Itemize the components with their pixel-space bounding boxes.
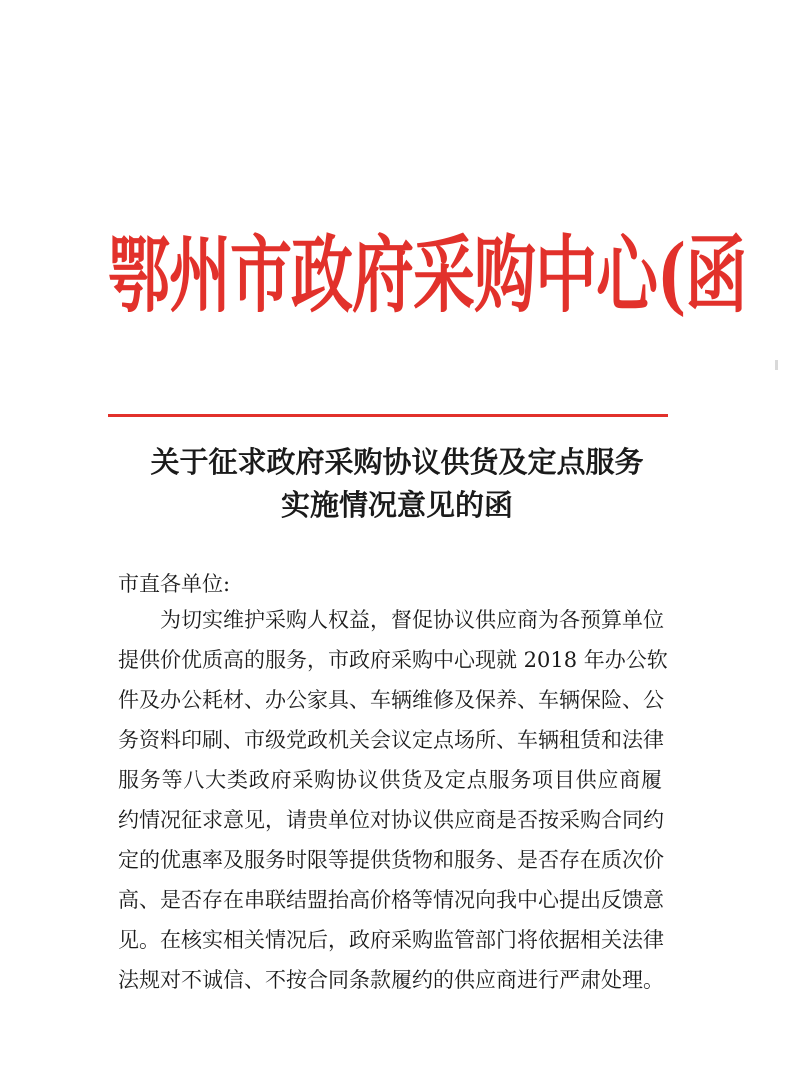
body-line: 约情况征求意见，请贵单位对协议供应商是否按采购合同约 bbox=[118, 808, 664, 832]
letterhead-org-name: 鄂州市政府采购中心(函 bbox=[108, 225, 747, 325]
body-line: 服务等八大类政府采购协议供货及定点服务项目供应商履 bbox=[118, 768, 662, 792]
body-line: 见。在核实相关情况后，政府采购监管部门将依据相关法律 bbox=[118, 928, 664, 952]
document-title-line-1: 关于征求政府采购协议供货及定点服务 bbox=[150, 445, 644, 479]
body-line: 提供价优质高的服务，市政府采购中心现就 2018 年办公软 bbox=[118, 648, 668, 672]
body-line: 件及办公耗材、办公家具、车辆维修及保养、车辆保险、公 bbox=[118, 688, 664, 712]
letterhead-red-rule bbox=[108, 414, 668, 417]
body-line: 法规对不诚信、不按合同条款履约的供应商进行严肃处理。 bbox=[118, 968, 664, 992]
body-line: 定的优惠率及服务时限等提供货物和服务、是否存在质次价 bbox=[118, 848, 664, 872]
scan-edge-mark bbox=[775, 360, 778, 370]
document-title-line-2: 实施情况意见的函 bbox=[280, 488, 513, 522]
body-line: 高、是否存在串联结盟抬高价格等情况向我中心提出反馈意 bbox=[118, 888, 664, 912]
body-line: 务资料印刷、市级党政机关会议定点场所、车辆租赁和法律 bbox=[118, 728, 664, 752]
salutation: 市直各单位: bbox=[118, 572, 231, 596]
body-line: 为切实维护采购人权益，督促协议供应商为各预算单位 bbox=[160, 608, 664, 632]
